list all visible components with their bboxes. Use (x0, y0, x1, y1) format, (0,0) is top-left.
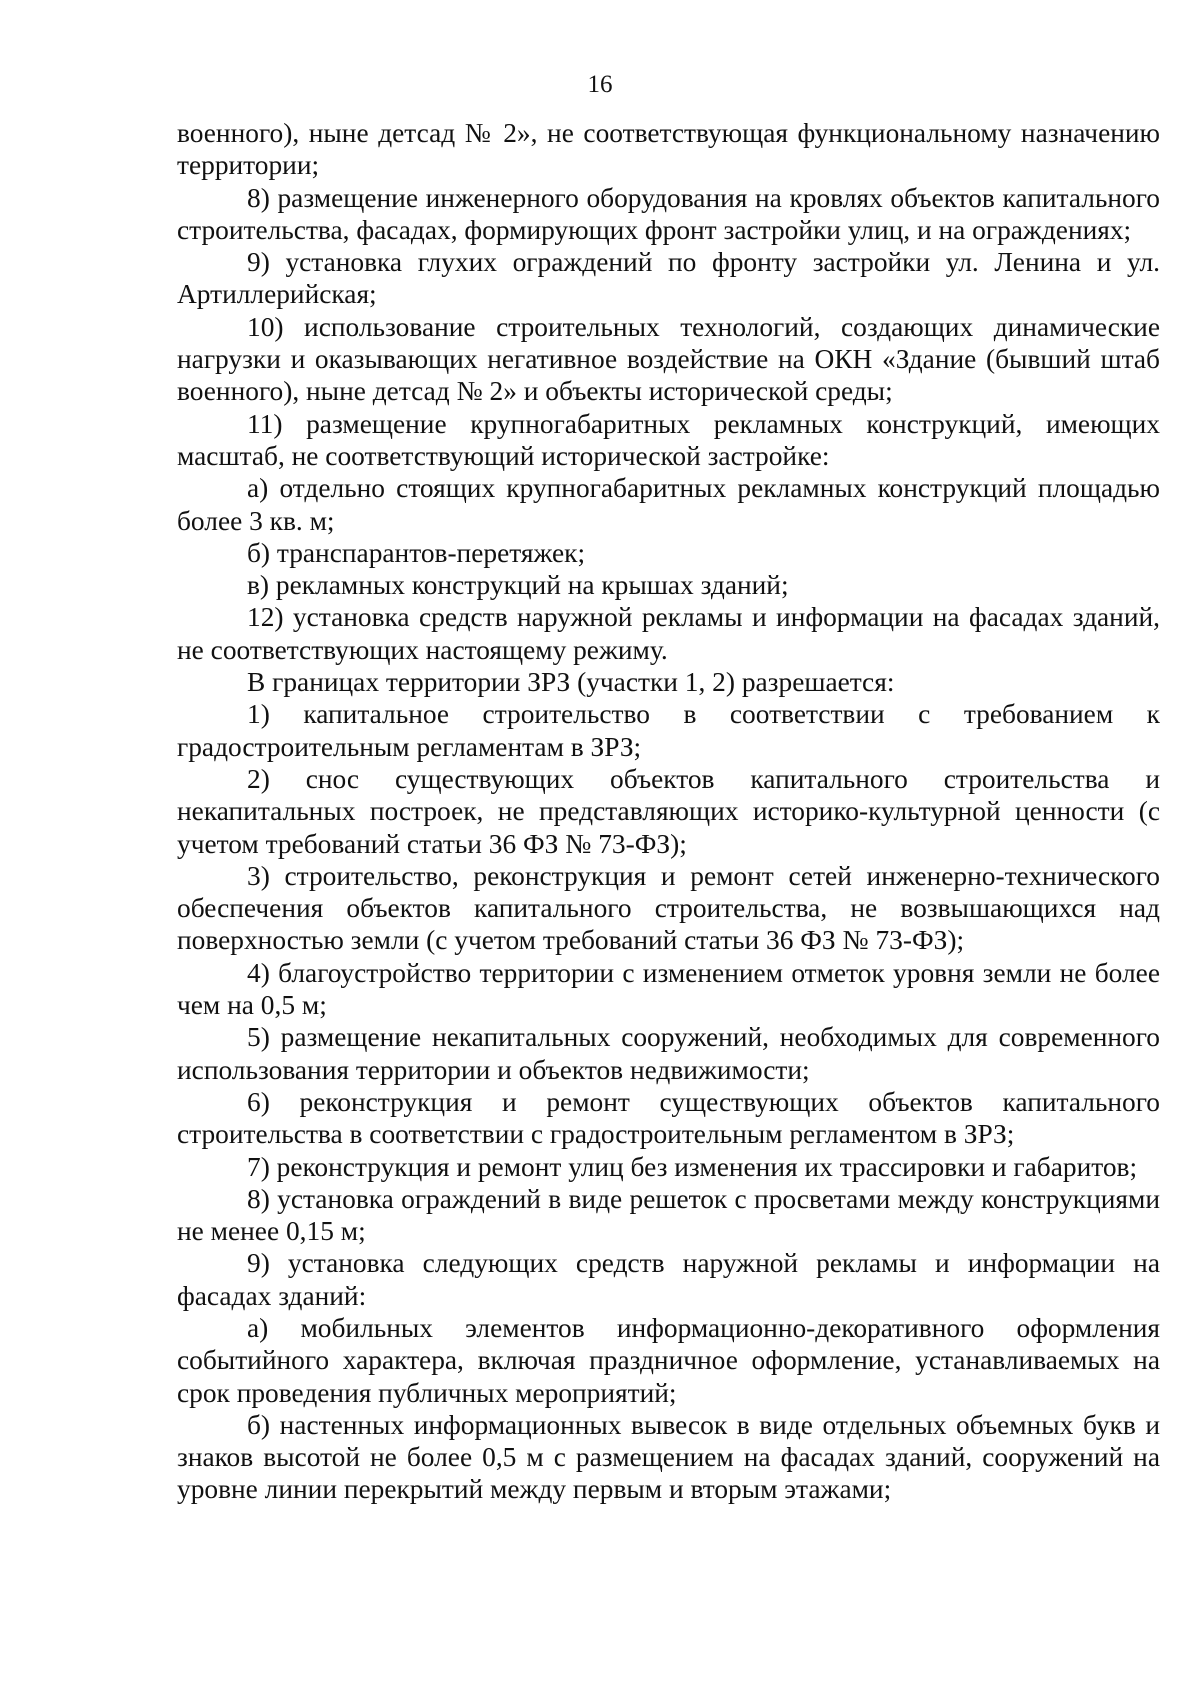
paragraph-allowed-4: 4) благоустройство территории с изменением отметок уровня земли не более чем на 0,5 м; (177, 957, 1160, 1021)
paragraph-allowed-1: 1) капитальное строительство в соответствии с требованием к градостроительным регламентам в ЗРЗ; (177, 699, 1160, 762)
paragraph-allowed-9a: а) мобильных элементов информационно-декоративного оформления событийного характера, включая праздничное оформление, устанавливаемых на срок проведения публичных мероприятий; (177, 1312, 1160, 1408)
paragraph-prohibited-8: 8) размещение инженерного оборудования на кровлях объектов капитального строительства, фасадах, формирующих фронт застройки улиц, и на ограждениях; (177, 182, 1160, 245)
paragraph-prohibited-11a: а) отдельно стоящих крупногабаритных рекламных конструкций площадью более 3 кв. м; (177, 473, 1160, 536)
paragraph-allowed-heading: В границах территории ЗРЗ (участки 1, 2) разрешается: (247, 667, 895, 698)
paragraph-prohibited-12: 12) установка средств наружной рекламы и информации на фасадах зданий, не соответствующих настоящему режиму. (177, 602, 1160, 665)
page-number: 16 (587, 71, 613, 98)
paragraph-allowed-3: 3) строительство, реконструкция и ремонт сетей инженерно-технического обеспечения объектов капитального строительства, не возвышающихся над поверхностью земли (с учетом требований статьи 36 ФЗ № 73-ФЗ); (177, 860, 1160, 956)
paragraph-prohibited-9: 9) установка глухих ограждений по фронту застройки ул. Ленина и ул. Артиллерийская; (177, 247, 1160, 310)
paragraph-allowed-9: 9) установка следующих средств наружной рекламы и информации на фасадах зданий: (177, 1248, 1160, 1311)
paragraph-continuation: военного), ныне детсад № 2», не соответствующая функциональному назначению территории; (177, 118, 1160, 181)
paragraph-allowed-8: 8) установка ограждений в виде решеток с просветами между конструкциями не менее 0,15 м; (177, 1183, 1160, 1247)
paragraph-prohibited-11b: б) транспарантов-перетяжек; (247, 537, 586, 568)
paragraph-allowed-2: 2) снос существующих объектов капитального строительства и некапитальных построек, не представляющих историко-культурной ценности (с учетом требований статьи 36 ФЗ № 73-ФЗ); (177, 763, 1160, 859)
document-body (177, 117, 1160, 1506)
paragraph-allowed-7: 7) реконструкция и ремонт улиц без изменения их трассировки и габаритов; (247, 1151, 1138, 1182)
paragraph-prohibited-11: 11) размещение крупногабаритных рекламных конструкций, имеющих масштаб, не соответствующий исторической застройке: (177, 408, 1160, 471)
paragraph-prohibited-10: 10) использование строительных технологий, создающих динамические нагрузки и оказывающих негативное воздействие на ОКН «Здание (бывший штаб военного), ныне детсад № 2» и объекты исторической среды; (177, 311, 1160, 407)
paragraph-allowed-9b: б) настенных информационных вывесок в виде отдельных объемных букв и знаков высотой не более 0,5 м с размещением на фасадах зданий, сооружений на уровне линии перекрытий между первым и вторым этажами; (177, 1409, 1160, 1505)
paragraph-prohibited-11v: в) рекламных конструкций на крышах зданий; (247, 570, 789, 601)
paragraph-allowed-6: 6) реконструкция и ремонт существующих объектов капитального строительства в соответствии с градостроительным регламентом в ЗРЗ; (177, 1086, 1160, 1150)
paragraph-allowed-5: 5) размещение некапитальных сооружений, необходимых для современного использования территории и объектов недвижимости; (177, 1022, 1160, 1085)
